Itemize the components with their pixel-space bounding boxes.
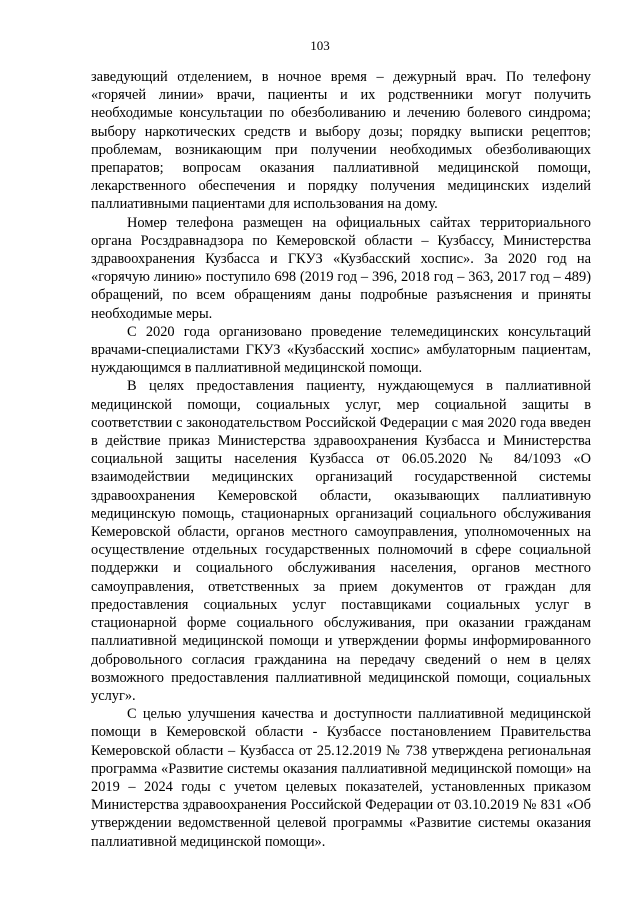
paragraph-hotline-statistics: Номер телефона размещен на официальных сайтах территориального органа Росздравнадзора по Кемеровской области – Кузбассу, Министерства здравоохранения Кузбасса и ГКУЗ «Кузбасский хоспис». За 2020 год на «горячую линию» поступило 698 (2019 год – 396, 2018 год – 363, 2017 год – 489) обращений, по всем обращениям даны подробные разъяснения и приняты необходимые меры. xyxy=(91,214,591,322)
document-body xyxy=(91,68,591,851)
page-number: 103 xyxy=(310,38,330,53)
paragraph-regional-program: С целью улучшения качества и доступности паллиативной медицинской помощи в Кемеровской области - Кузбассе постановлением Правительства Кемеровской области – Кузбасса от 25.12.2019 № 738 утверждена региональная программа «Развитие системы оказания паллиативной медицинской помощи» на 2019 – 2024 годы с учетом целевых показателей, установленных приказом Министерства здравоохранения Российской Федерации от 03.10.2019 № 831 «Об утверждении ведомственной целевой программы «Развитие системы оказания паллиативной медицинской помощи». xyxy=(91,706,591,850)
paragraph-social-services-order: В целях предоставления пациенту, нуждающемуся в паллиативной медицинской помощи, социальных услуг, мер социальной защиты в соответствии с законодательством Российской Федерации с мая 2020 года введен в действие приказ Министерства здравоохранения Кузбасса и Министерства социальной защиты населения Кузбасса от 06.05.2020 № 84/1093 «О взаимодействии медицинских организаций государственной системы здравоохранения Кемеровской области, оказывающих паллиативную медицинскую помощь, стационарных организаций социального обслуживания Кемеровской области, органов местного самоуправления, уполномоченных на осуществление отдельных государственных полномочий в сфере социальной поддержки и социального обслуживания населения, органов местного самоуправления, ответственных за прием документов от граждан для предоставления социальных услуг поставщиками социальных услуг в стационарной форме социального обслуживания, при оказании гражданам паллиативной медицинской помощи и утверждении формы информированного добровольного согласия гражданина на передачу сведений о нем в целях возможного предоставления паллиативной медицинской помощи, социальных услуг». xyxy=(91,378,591,704)
paragraph-telemedicine: С 2020 года организовано проведение телемедицинских консультаций врачами-специалистами ГКУЗ «Кузбасский хоспис» амбулаторным пациентам, нуждающимся в паллиативной медицинской помощи. xyxy=(91,323,591,377)
paragraph-hotline-consultations: заведующий отделением, в ночное время – дежурный врач. По телефону «горячей линии» врачи, пациенты и их родственники могут получить необходимые консультации по обезболиванию и лечению болевого синдрома; выбору наркотических средств и выбору дозы; порядку выписки рецептов; проблемам, возникающим при получении необходимых обезболивающих препаратов; вопросам оказания паллиативной медицинской помощи, лекарственного обеспечения и порядку получения медицинских изделий паллиативными пациентами для использования на дому. xyxy=(91,69,591,213)
